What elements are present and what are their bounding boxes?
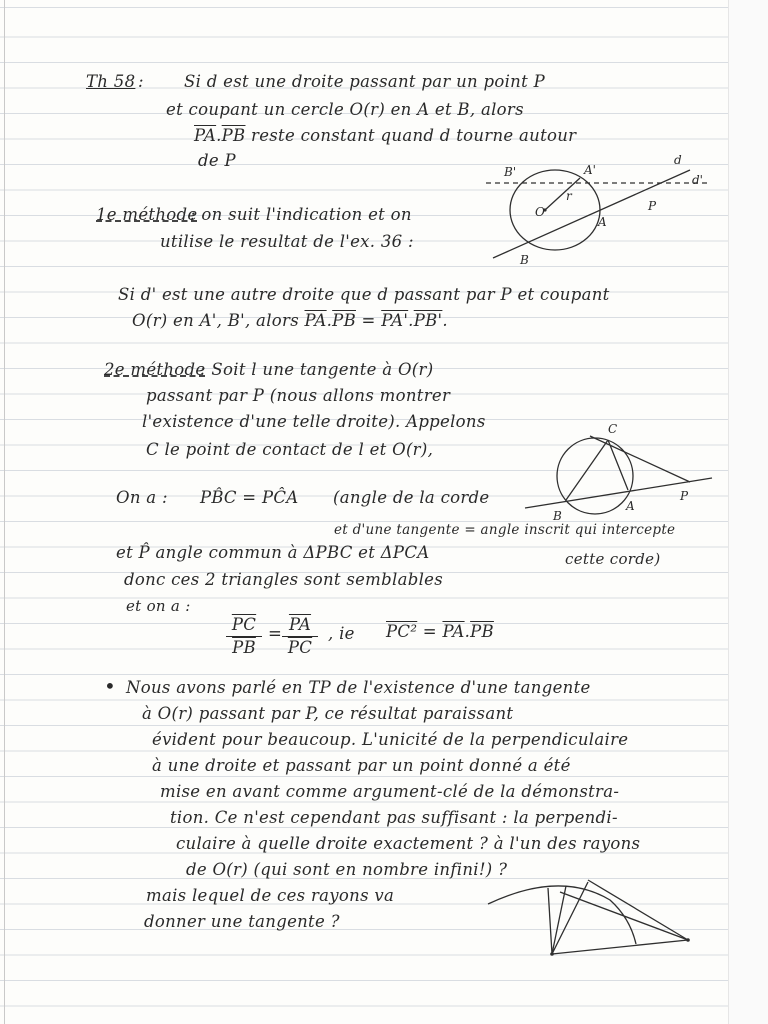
- note-line-6: tion. Ce n'est cependant pas suffisant : la perpendi-: [170, 808, 618, 827]
- method2-line-3: l'existence d'une telle droite). Appelons: [142, 412, 486, 431]
- frac2-denominator: PC: [282, 636, 318, 659]
- figure-tangent-triangles: [520, 420, 720, 525]
- method1-label: 1e méthode: [96, 205, 198, 224]
- frac1-denominator: PB: [226, 636, 262, 659]
- method1-line-2: utilise le resultat de l'ex. 36 :: [160, 232, 414, 251]
- frac1-numerator: $\overline{PC}$: [231, 615, 257, 634]
- note-line-7: culaire à quelle droite exactement ? à l'un des rayons: [176, 834, 641, 853]
- theorem-line-3: $\overline{PA}.\overline{PB}$ reste constant quand d tourne autour: [194, 126, 577, 145]
- method1-line-4-text: O(r) en A', B', alors: [132, 311, 299, 330]
- note-line-5: mise en avant comme argument-clé de la démonstra-: [160, 782, 620, 801]
- method2-line-2: passant par P (nous allons montrer: [146, 386, 451, 405]
- fig3-point-p: [686, 938, 690, 942]
- fig1-label-A-prime: A': [584, 163, 596, 177]
- fig2-circle: [557, 438, 633, 514]
- fig2-label-B: B: [553, 509, 562, 523]
- theorem-line-1: Si d est une droite passant par un point P: [184, 72, 545, 91]
- fig1-label-B-prime: B': [504, 165, 517, 179]
- fig3-radius-1: [548, 888, 552, 954]
- method2-line-8: donc ces 2 triangles sont semblables: [124, 570, 443, 589]
- eq-pb: $\overline{PB}$: [332, 311, 356, 330]
- fig3-center: [550, 952, 554, 956]
- theorem-line-2: et coupant un cercle O(r) en A et B, alors: [166, 100, 524, 119]
- theorem-label: Th 58: [86, 72, 136, 91]
- method1-line-3: Si d' est une autre droite que d passant par P et coupant: [118, 285, 610, 304]
- page-margin-line: [4, 0, 5, 1024]
- method1-line-4: O(r) en A', B', alors $\overline{PA}.\overline{PB} = PA'.PB'$.: [132, 311, 448, 330]
- note-line-3: évident pour beaucoup. L'unicité de la perpendiculaire: [152, 730, 629, 749]
- fig1-label-A: A: [598, 215, 607, 229]
- theorem-colon: :: [138, 72, 144, 91]
- method2-line-4: C le point de contact de l et O(r),: [146, 440, 434, 459]
- fig2-label-A: A: [626, 499, 635, 513]
- result-pb: $\overline{PB}$: [470, 622, 494, 641]
- method2-angle-equality: PB̂C = PĈA: [200, 488, 299, 507]
- result-ie: , ie: [328, 624, 355, 643]
- fig1-label-r: r: [566, 189, 572, 203]
- note-line-10: donner une tangente ?: [144, 912, 340, 931]
- theorem-line-3-text: reste constant quand d tourne autour: [251, 126, 577, 145]
- fig3-tangent-2: [588, 880, 688, 940]
- frac2-numerator: $\overline{PA}$: [288, 615, 312, 634]
- eq-pb-prime: PB': [413, 311, 443, 330]
- note-line-1: Nous avons parlé en TP de l'existence d'une tangente: [126, 678, 591, 697]
- theorem-line-4: de P: [198, 151, 236, 170]
- fig1-label-B: B: [520, 253, 529, 267]
- figure-circle-secants: [476, 150, 726, 270]
- fig2-label-C: C: [608, 422, 618, 436]
- method2-line-1: : Soit l une tangente à O(r): [200, 360, 434, 379]
- fig3-tangent-1: [560, 892, 688, 940]
- method2-label: 2e méthode: [104, 360, 206, 379]
- note-bullet: •: [104, 674, 117, 698]
- fig2-tangent: [590, 436, 690, 482]
- eq-pa: $\overline{PA}$: [304, 311, 327, 330]
- method2-line-9: et on a :: [126, 597, 191, 615]
- method2-line-7-end: cette corde): [565, 550, 661, 568]
- fig2-chord-CA: [608, 440, 628, 490]
- fraction-pc-over-pb: [226, 614, 262, 659]
- result-equation: $PC^2 = \overline{PA}.\overline{PB}$: [386, 622, 494, 641]
- note-line-2: à O(r) passant par P, ce résultat paraissant: [142, 704, 514, 723]
- method2-line-7: et P̂ angle commun à ΔPBC et ΔPCA: [116, 543, 430, 562]
- fig2-label-P: P: [680, 489, 689, 503]
- fig1-label-d: d: [674, 153, 682, 167]
- method2-paren-chord: (angle de la corde: [333, 488, 490, 507]
- fig3-radius-2: [552, 886, 566, 954]
- figure-radii-tangent: [480, 872, 700, 962]
- note-line-8: de O(r) (qui sont en nombre infini!) ?: [186, 860, 508, 879]
- fig1-label-P: P: [648, 199, 657, 213]
- segment-pb: $\overline{PB}$: [221, 126, 246, 145]
- result-pa: $\overline{PA}$: [442, 622, 465, 641]
- page-right-edge: [728, 0, 768, 1024]
- fig1-label-d-prime: d': [692, 173, 703, 187]
- result-pc-squared: PC²: [386, 622, 418, 641]
- fraction-pa-over-pc: [282, 614, 318, 659]
- method2-line-6: et d'une tangente = angle inscrit qui intercepte: [334, 522, 676, 538]
- note-line-9: mais lequel de ces rayons va: [146, 886, 395, 905]
- fig3-radius-3: [552, 882, 588, 954]
- fig1-circle: [510, 170, 600, 250]
- segment-pa: $\overline{PA}$: [194, 126, 217, 145]
- method2-on-a: On a :: [116, 488, 168, 507]
- eq-pa-prime: PA': [381, 311, 409, 330]
- note-line-4: à une droite et passant par un point donné a été: [152, 756, 571, 775]
- method1-line-1: : on suit l'indication et on: [190, 205, 412, 224]
- fig1-label-O: O: [535, 205, 545, 219]
- fig2-chord-BC: [566, 440, 608, 500]
- fraction-equals: =: [268, 624, 283, 643]
- fig3-base: [552, 940, 688, 954]
